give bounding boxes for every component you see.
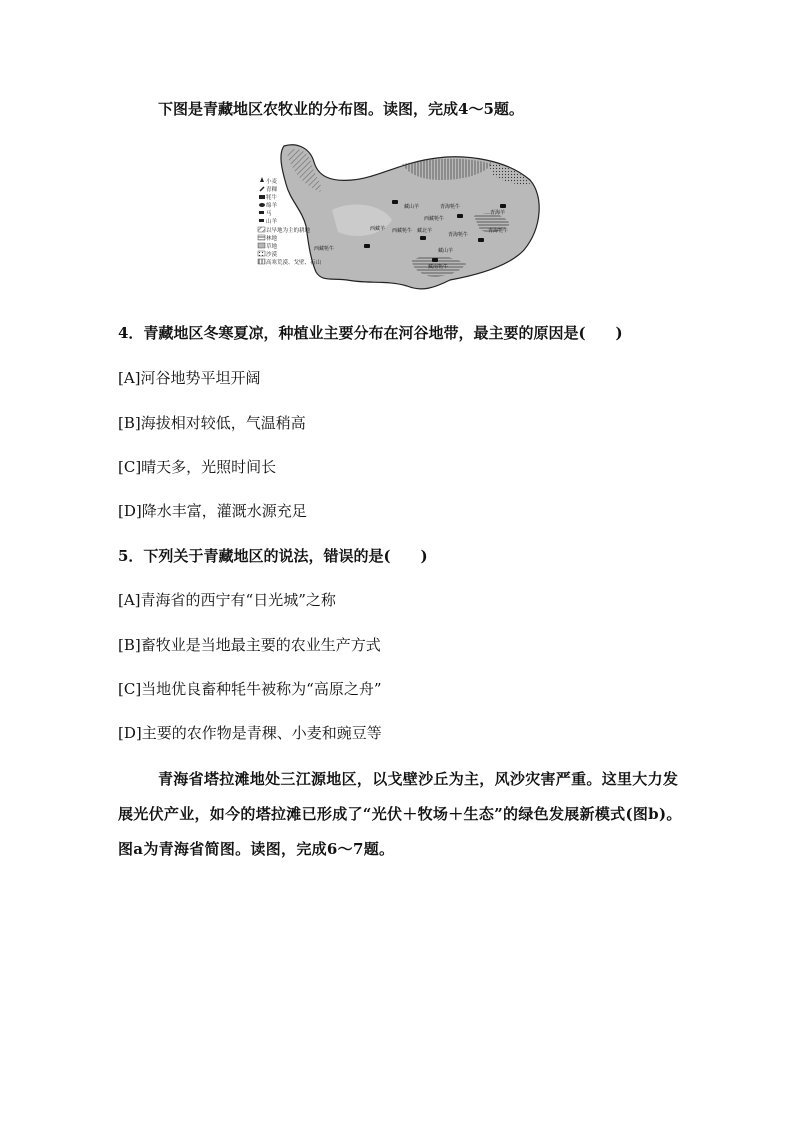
svg-text:藏山羊: 藏山羊 [404,204,420,210]
svg-text:牦牛: 牦牛 [266,195,278,201]
svg-text:藏南牦牛: 藏南牦牛 [428,264,449,270]
legend-goat [259,217,278,225]
svg-text:高寒荒漠、戈壁、石山: 高寒荒漠、戈壁、石山 [266,260,322,266]
legend-barley [260,185,278,193]
svg-text:草地: 草地 [266,244,278,250]
question-5-option-c: [C]当地优良畜种牦牛被称为“高原之舟” [118,680,382,698]
question-4-option-c: [C]晴天多，光照时间长 [118,458,277,476]
svg-text:藏北羊: 藏北羊 [417,228,433,234]
legend-grassland [258,242,278,250]
question-4-option-b: [B]海拔相对较低，气温稍高 [118,414,306,432]
svg-text:藏山羊: 藏山羊 [438,248,454,254]
legend-wheat [260,177,278,185]
svg-text:西藏羊: 西藏羊 [370,226,386,232]
question-4-option-a: [A]河谷地势平坦开阔 [118,369,261,387]
question-4-option-d: [D]降水丰富，灌溉水源充足 [118,502,307,520]
legend-alpine-desert [258,258,322,266]
svg-text:沙漠: 沙漠 [266,252,278,258]
question-5-option-d: [D]主要的农作物是青稞、小麦和豌豆等 [118,724,382,742]
svg-text:马: 马 [266,211,272,217]
intro-paragraph-2: 青海省塔拉滩地处三江源地区，以戈壁沙丘为主，风沙灾害严重。这里大力发展光伏产业，如今的塔拉滩已形成了“光伏＋牧场＋生态”的绿色发展新模式(图b)。图a为青海省简图。读图，完成6～7题。 [118,770,682,858]
svg-text:西藏牦牛: 西藏牦牛 [314,246,335,252]
legend-yak [259,193,278,201]
svg-text:青海牦牛: 青海牦牛 [448,232,469,238]
svg-text:青海羊: 青海羊 [490,210,506,216]
svg-text:青稞: 青稞 [266,187,278,193]
svg-text:青海牦牛: 青海牦牛 [440,204,461,210]
legend-desert [258,250,278,258]
legend-horse [259,209,272,217]
legend-forest [258,234,278,242]
question-5-stem: 5．下列关于青藏地区的说法，错误的是( ) [118,547,428,565]
svg-text:西藏牦牛: 西藏牦牛 [392,228,413,234]
intro-paragraph-1: 下图是青藏地区农牧业的分布图。读图，完成4～5题。 [158,100,524,118]
svg-text:山羊: 山羊 [266,219,278,225]
question-4-stem: 4．青藏地区冬寒夏凉，种植业主要分布在河谷地带，最主要的原因是( ) [118,324,623,342]
svg-text:青海牦牛: 青海牦牛 [488,228,509,234]
svg-text:绵羊: 绵羊 [266,203,278,209]
question-5-option-a: [A]青海省的西宁有“日光城”之称 [118,591,336,609]
legend-cropland [258,226,311,234]
svg-text:林地: 林地 [266,236,278,242]
agriculture-distribution-map [252,140,544,300]
legend-sheep [259,201,278,209]
svg-text:以旱地为主的耕地: 以旱地为主的耕地 [266,228,311,234]
svg-text:小麦: 小麦 [266,179,278,185]
question-5-option-b: [B]畜牧业是当地最主要的农业生产方式 [118,636,381,654]
svg-text:西藏牦牛: 西藏牦牛 [424,216,445,222]
